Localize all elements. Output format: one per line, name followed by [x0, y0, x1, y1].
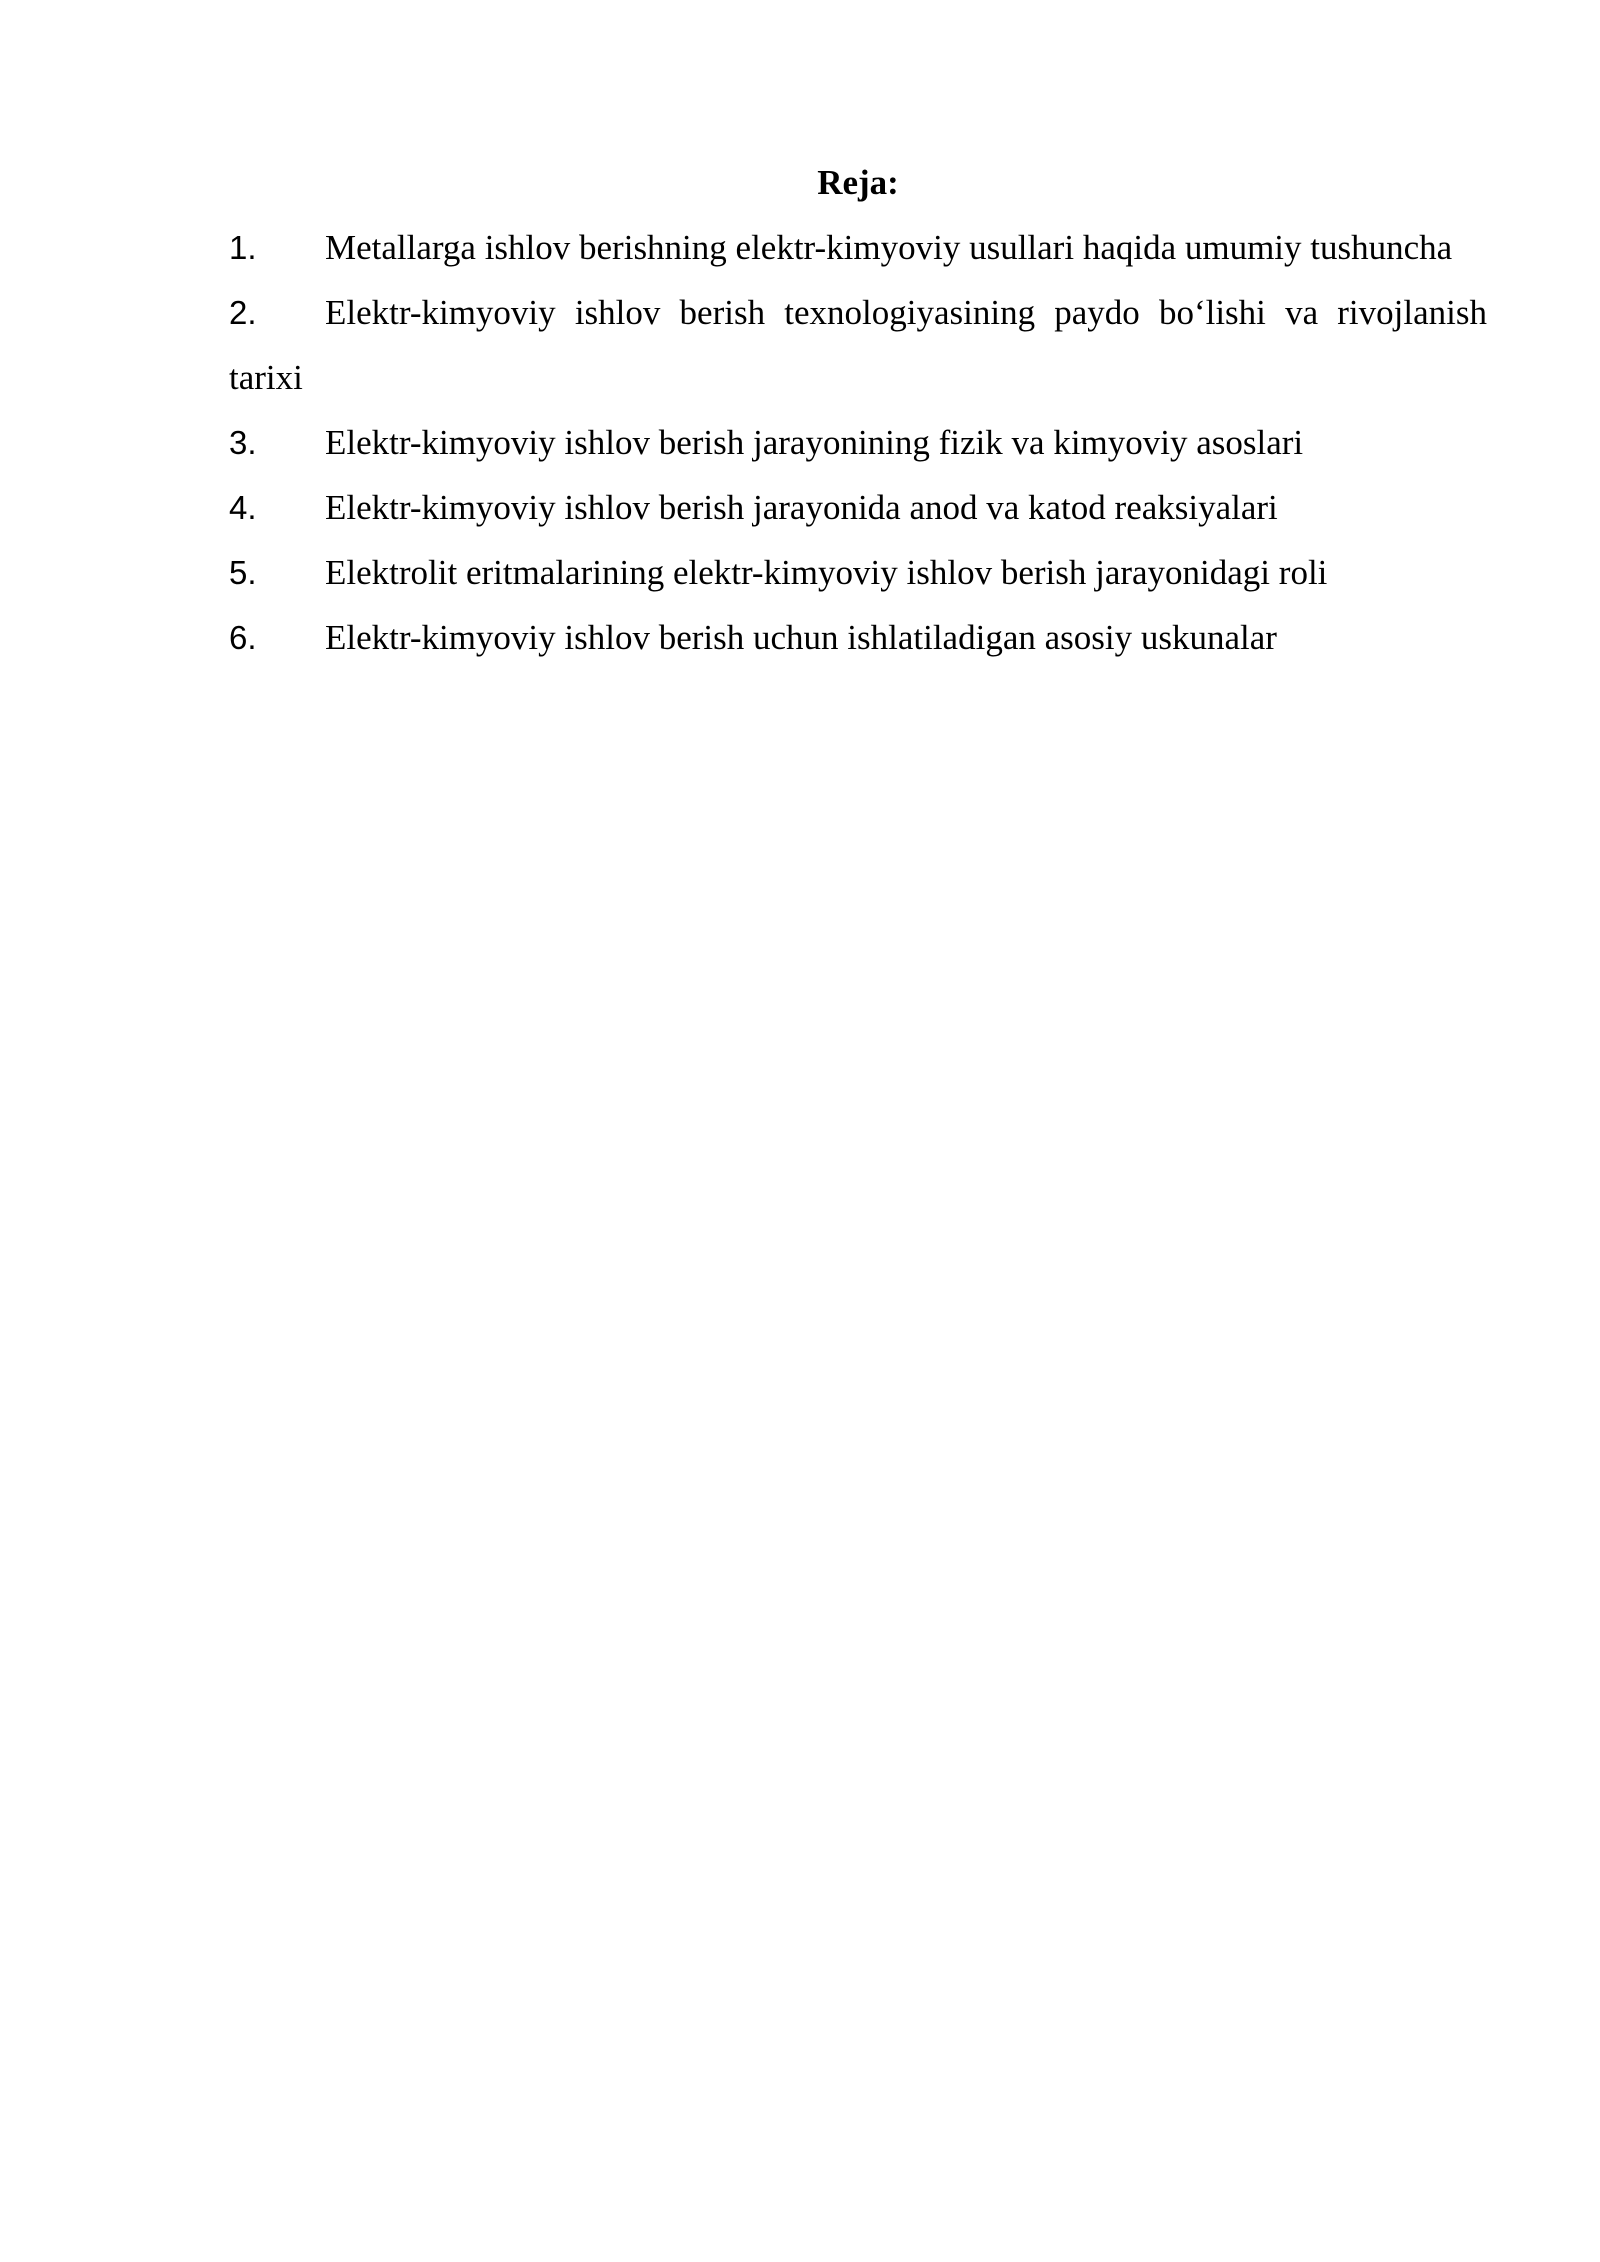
list-item-text: Elektr-kimyoviy ishlov berish jarayonining fizik va kimyoviy asoslari [325, 423, 1304, 462]
list-item [229, 410, 1487, 475]
list-item-number: 4. [229, 489, 257, 526]
list-item-number: 6. [229, 619, 257, 656]
list-item-number: 2. [229, 294, 257, 331]
list-item-text: Elektr-kimyoviy ishlov berish texnologiyasining paydo bo‘lishi va rivojlanish tarixi [229, 293, 1487, 397]
list-item-text: Elektr-kimyoviy ishlov berish uchun ishlatiladigan asosiy uskunalar [325, 618, 1277, 657]
list-item-text: Metallarga ishlov berishning elektr-kimyoviy usullari haqida umumiy tushuncha [325, 228, 1453, 267]
list-item [229, 605, 1487, 670]
list-item-number: 1. [229, 229, 257, 266]
document-body [229, 150, 1487, 670]
plan-list [229, 215, 1487, 670]
list-item-text: Elektr-kimyoviy ishlov berish jarayonida anod va katod reaksiyalari [325, 488, 1278, 527]
list-item [229, 540, 1487, 605]
list-item [229, 280, 1487, 410]
list-item [229, 475, 1487, 540]
list-item [229, 215, 1487, 280]
list-item-number: 3. [229, 424, 257, 461]
list-item-text: Elektrolit eritmalarining elektr-kimyoviy ishlov berish jarayonidagi roli [325, 553, 1328, 592]
list-item-number: 5. [229, 554, 257, 591]
page-title: Reja: [817, 163, 899, 202]
